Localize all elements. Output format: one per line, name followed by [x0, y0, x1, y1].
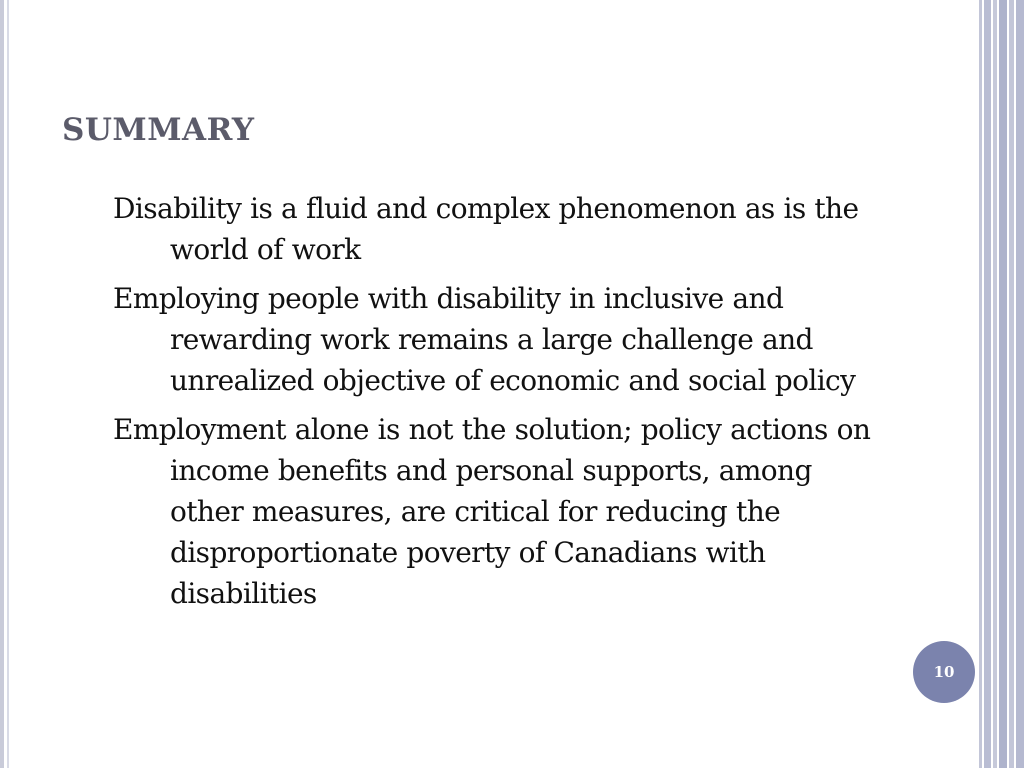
bullet-item: Employment alone is not the solution; policy actions on income benefits and personal supports, among other measures, are critical for reducing the disproportionate poverty of Canadians with disabilities: [113, 413, 871, 610]
bullet-item: Employing people with disability in inclusive and rewarding work remains a large challenge and unrealized objective of economic and social policy: [113, 282, 856, 397]
left-border-line-inner: [7, 0, 9, 768]
page-number: 10: [933, 663, 955, 681]
left-border-line: [0, 0, 4, 768]
right-stripe: [979, 0, 982, 768]
page-number-badge: [913, 641, 975, 703]
right-stripe: [993, 0, 997, 768]
right-stripe: [999, 0, 1007, 768]
right-stripe: [1016, 0, 1024, 768]
slide-title: SUMMARY: [62, 112, 255, 148]
bullet-list: [113, 188, 893, 622]
bullet-item: Disability is a fluid and complex phenomenon as is the world of work: [113, 192, 859, 266]
right-stripe: [1009, 0, 1014, 768]
right-stripe: [984, 0, 991, 768]
